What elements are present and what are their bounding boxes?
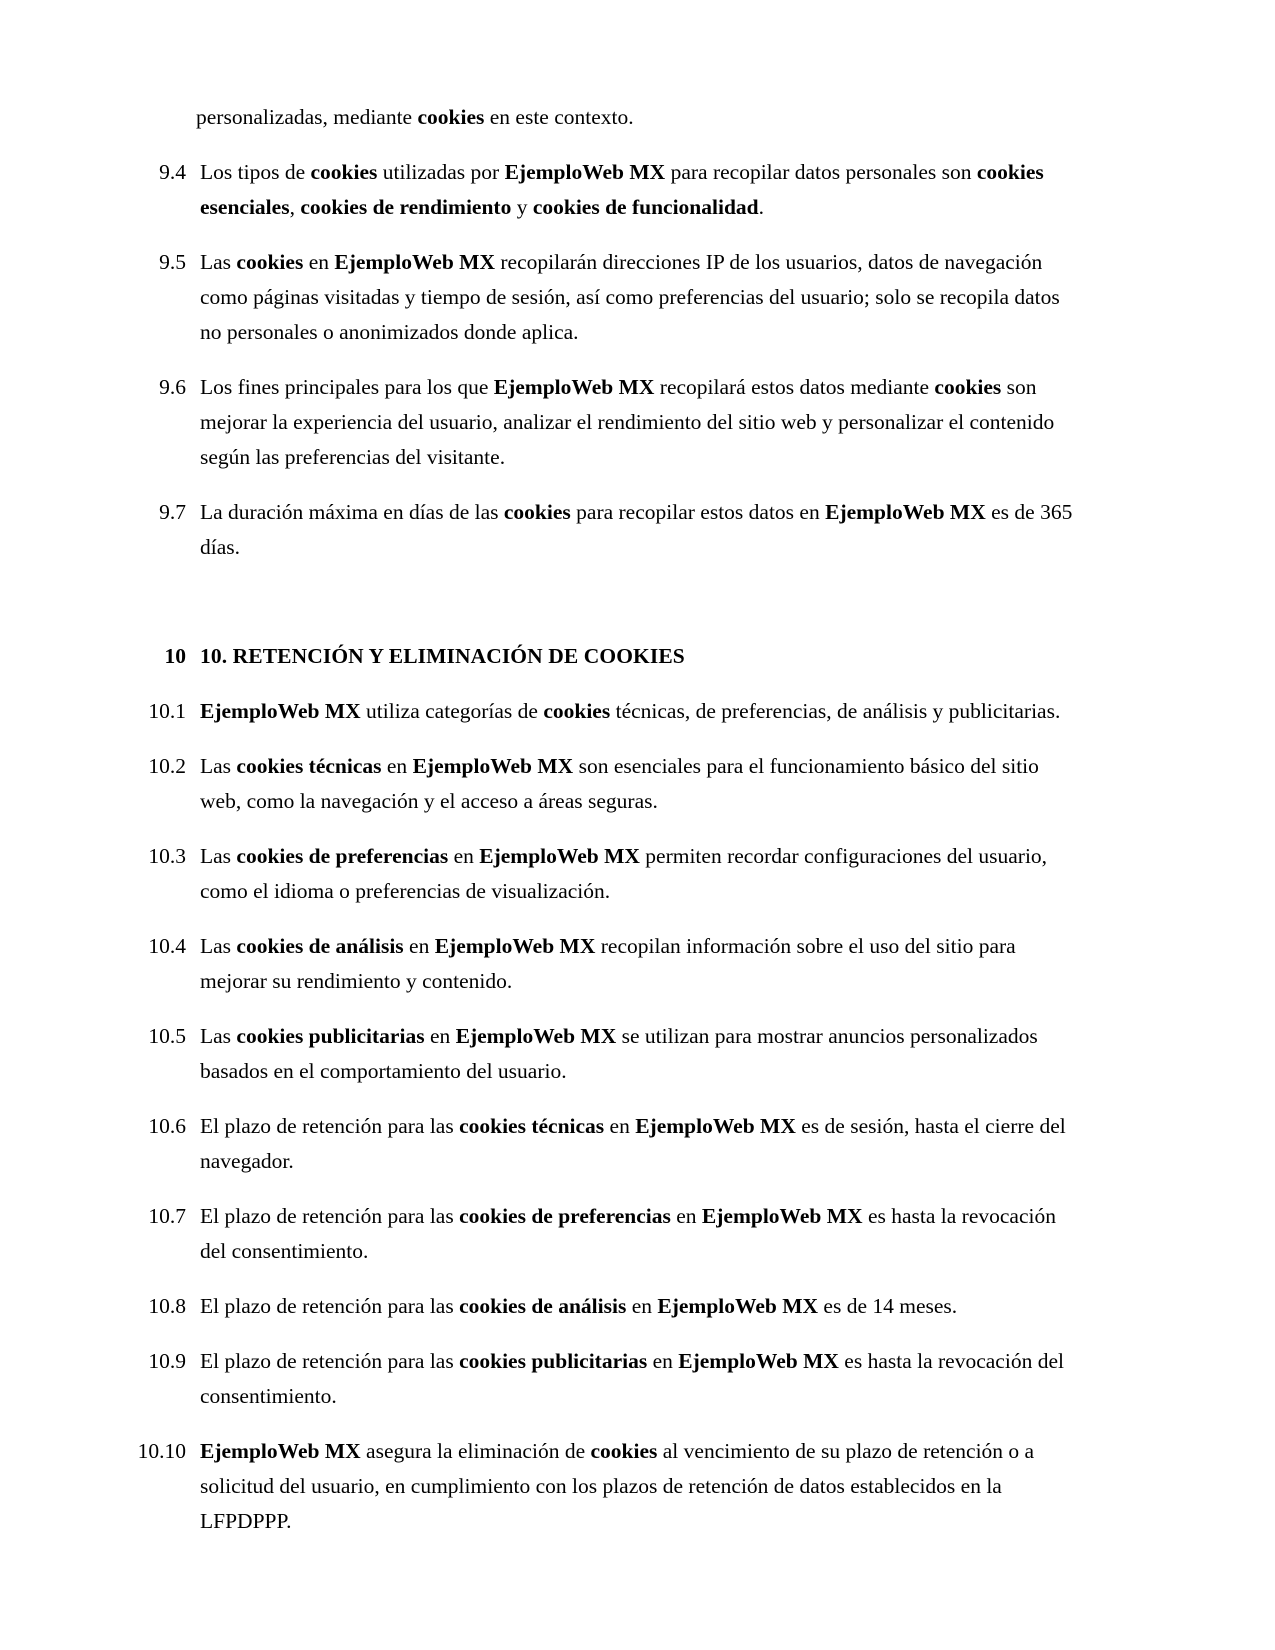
emphasis-text: cookies esenciales bbox=[200, 160, 1044, 219]
clause-row bbox=[120, 694, 1085, 729]
clause-number: 10.4 bbox=[148, 934, 186, 958]
clause-number: 10 bbox=[164, 644, 186, 668]
clause-text bbox=[186, 1344, 1085, 1414]
emphasis-text: cookies publicitarias bbox=[236, 1024, 425, 1048]
body-text: es de sesión, hasta el cierre del navegador. bbox=[200, 1114, 1066, 1173]
body-text: utilizadas por bbox=[377, 160, 505, 184]
clause-text bbox=[186, 1019, 1085, 1089]
emphasis-text: cookies bbox=[310, 160, 378, 184]
clause-number: 10.8 bbox=[148, 1294, 186, 1318]
body-text: en bbox=[626, 1294, 658, 1318]
body-text: en bbox=[303, 250, 335, 274]
body-text: y bbox=[511, 195, 533, 219]
emphasis-text: EjemploWeb MX bbox=[479, 844, 640, 868]
clause-text bbox=[186, 929, 1085, 999]
body-text: , bbox=[289, 195, 301, 219]
clause-row bbox=[120, 1344, 1085, 1414]
emphasis-text: EjemploWeb MX bbox=[657, 1294, 819, 1318]
emphasis-text: EjemploWeb MX bbox=[434, 934, 596, 958]
body-text: son esenciales para el funcionamiento básico del sitio web, como la navegación y el acceso a áreas seguras. bbox=[200, 754, 1039, 813]
body-text: El plazo de retención para las bbox=[200, 1114, 460, 1138]
body-text: es hasta la revocación del consentimiento. bbox=[200, 1349, 1064, 1408]
emphasis-text: EjemploWeb MX bbox=[200, 699, 361, 723]
emphasis-text: cookies de análisis bbox=[236, 934, 404, 958]
clause-text bbox=[186, 749, 1085, 819]
clause-number: 9.4 bbox=[159, 160, 186, 184]
emphasis-text: cookies bbox=[417, 105, 485, 129]
body-text: son mejorar la experiencia del usuario, analizar el rendimiento del sitio web y personalizar el contenido según las preferencias del visitante. bbox=[200, 375, 1055, 469]
clause-row bbox=[120, 1109, 1085, 1179]
clause-number: 10.1 bbox=[148, 699, 186, 723]
emphasis-text: cookies bbox=[590, 1439, 658, 1463]
document-body bbox=[120, 100, 1085, 1539]
emphasis-text: cookies bbox=[503, 500, 571, 524]
section-heading-text bbox=[186, 639, 1085, 674]
emphasis-text: cookies de rendimiento bbox=[300, 195, 512, 219]
clause-text bbox=[186, 495, 1085, 565]
clause-text bbox=[186, 1434, 1085, 1539]
emphasis-text: EjemploWeb MX bbox=[825, 500, 986, 524]
emphasis-text: EjemploWeb MX bbox=[635, 1114, 796, 1138]
emphasis-text: cookies técnicas bbox=[459, 1114, 605, 1138]
body-text: en bbox=[670, 1204, 702, 1228]
clause-text bbox=[186, 155, 1085, 225]
clause-number: 9.5 bbox=[159, 250, 186, 274]
body-text: al vencimiento de su plazo de retención o a solicitud del usuario, en cumplimiento con los plazos de retención de datos establecidos en la LFPDPPP. bbox=[200, 1439, 1035, 1533]
body-text: en bbox=[424, 1024, 456, 1048]
clause-row bbox=[120, 929, 1085, 999]
emphasis-text: EjemploWeb MX bbox=[334, 250, 496, 274]
emphasis-text: EjemploWeb MX bbox=[455, 1024, 617, 1048]
continuation-paragraph bbox=[120, 100, 1085, 135]
body-text: en bbox=[403, 934, 435, 958]
emphasis-text: cookies bbox=[236, 250, 304, 274]
clause-number: 10.7 bbox=[148, 1204, 186, 1228]
emphasis-text: cookies de preferencias bbox=[236, 844, 449, 868]
emphasis-text: cookies técnicas bbox=[236, 754, 382, 778]
emphasis-text: cookies bbox=[934, 375, 1002, 399]
clause-row bbox=[120, 370, 1085, 475]
emphasis-text: EjemploWeb MX bbox=[412, 754, 574, 778]
body-text: en bbox=[604, 1114, 636, 1138]
body-text: Las bbox=[200, 934, 237, 958]
body-text: para recopilar datos personales son bbox=[665, 160, 977, 184]
clause-text bbox=[186, 1109, 1085, 1179]
clause-text bbox=[186, 245, 1085, 350]
emphasis-text: cookies bbox=[543, 699, 611, 723]
body-text: es hasta la revocación del consentimiento. bbox=[200, 1204, 1056, 1263]
clause-number: 10.5 bbox=[148, 1024, 186, 1048]
body-text: utiliza categorías de bbox=[360, 699, 544, 723]
clause-row bbox=[120, 1199, 1085, 1269]
body-text: asegura la eliminación de bbox=[360, 1439, 591, 1463]
emphasis-text: EjemploWeb MX bbox=[200, 1439, 361, 1463]
emphasis-text: cookies de preferencias bbox=[459, 1204, 671, 1228]
body-text: en bbox=[381, 754, 413, 778]
clause-number: 10.9 bbox=[148, 1349, 186, 1373]
body-text: Los fines principales para los que bbox=[200, 375, 494, 399]
clause-row bbox=[120, 1434, 1085, 1539]
body-text: El plazo de retención para las bbox=[200, 1204, 460, 1228]
body-text: es de 14 meses. bbox=[818, 1294, 958, 1318]
body-text: La duración máxima en días de las bbox=[200, 500, 504, 524]
body-text: Las bbox=[200, 844, 237, 868]
clause-text bbox=[186, 694, 1085, 729]
body-text: El plazo de retención para las bbox=[200, 1349, 460, 1373]
clause-row bbox=[120, 1019, 1085, 1089]
body-text: recopilan información sobre el uso del sitio para mejorar su rendimiento y contenido. bbox=[200, 934, 1016, 993]
emphasis-text: cookies de análisis bbox=[459, 1294, 627, 1318]
clause-number: 10.3 bbox=[148, 844, 186, 868]
body-text: Los tipos de bbox=[200, 160, 311, 184]
clause-row bbox=[120, 245, 1085, 350]
body-text: se utilizan para mostrar anuncios personalizados basados en el comportamiento del usuario. bbox=[200, 1024, 1038, 1083]
body-text: en bbox=[647, 1349, 679, 1373]
clause-number: 10.6 bbox=[148, 1114, 186, 1138]
body-text: es de 365 días. bbox=[200, 500, 1073, 559]
body-text: Las bbox=[200, 754, 237, 778]
body-text: personalizadas, mediante bbox=[196, 105, 418, 129]
emphasis-text: EjemploWeb MX bbox=[493, 375, 655, 399]
clause-text bbox=[186, 370, 1085, 475]
emphasis-text: 10. RETENCIÓN Y ELIMINACIÓN DE COOKIES bbox=[200, 644, 685, 668]
clause-text bbox=[186, 1289, 1085, 1324]
clause-text bbox=[186, 839, 1085, 909]
emphasis-text: cookies de funcionalidad bbox=[532, 195, 759, 219]
section-heading-row bbox=[120, 639, 1085, 674]
body-text: técnicas, de preferencias, de análisis y publicitarias. bbox=[610, 699, 1061, 723]
body-text: en este contexto. bbox=[484, 105, 634, 129]
emphasis-text: EjemploWeb MX bbox=[701, 1204, 863, 1228]
clause-text bbox=[186, 1199, 1085, 1269]
clause-list bbox=[120, 155, 1085, 1539]
clause-number: 9.6 bbox=[159, 375, 186, 399]
body-text: Las bbox=[200, 1024, 237, 1048]
clause-row bbox=[120, 495, 1085, 565]
emphasis-text: cookies publicitarias bbox=[459, 1349, 648, 1373]
clause-number: 10.10 bbox=[137, 1439, 186, 1463]
emphasis-text: EjemploWeb MX bbox=[678, 1349, 839, 1373]
emphasis-text: EjemploWeb MX bbox=[504, 160, 666, 184]
body-text: Las bbox=[200, 250, 237, 274]
clause-number: 9.7 bbox=[159, 500, 186, 524]
clause-row bbox=[120, 749, 1085, 819]
body-text: para recopilar estos datos en bbox=[570, 500, 826, 524]
body-text: . bbox=[758, 195, 764, 219]
body-text: recopilarán direcciones IP de los usuarios, datos de navegación como páginas visitadas y tiempo de sesión, así como preferencias del usuario; solo se recopila datos no personales o anonimizados donde aplica. bbox=[200, 250, 1060, 344]
body-text: recopilará estos datos mediante bbox=[654, 375, 935, 399]
clause-row bbox=[120, 839, 1085, 909]
body-text: en bbox=[448, 844, 480, 868]
body-text: El plazo de retención para las bbox=[200, 1294, 460, 1318]
body-text: permiten recordar configuraciones del usuario, como el idioma o preferencias de visualización. bbox=[200, 844, 1048, 903]
clause-row bbox=[120, 155, 1085, 225]
clause-number: 10.2 bbox=[148, 754, 186, 778]
clause-row bbox=[120, 1289, 1085, 1324]
